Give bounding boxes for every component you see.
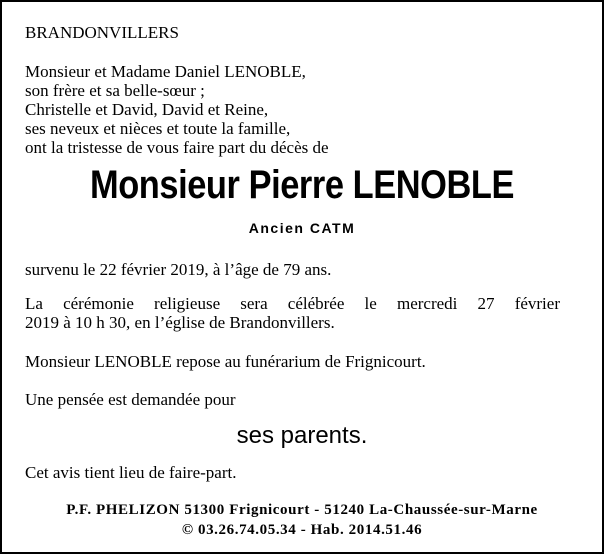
family-line: ses neveux et nièces et toute la famille, [25, 119, 291, 138]
family-line: son frère et sa belle-sœur ; [25, 81, 205, 100]
family-line: ont la tristesse de vous faire part du décès de [25, 138, 329, 157]
family-line: Monsieur et Madame Daniel LENOBLE, [25, 62, 306, 81]
family-line: Christelle et David, David et Reine, [25, 100, 269, 119]
deceased-title: Ancien CATM [248, 220, 356, 236]
deceased-name: Monsieur Pierre LENOBLE [89, 163, 515, 207]
funeral-home-footer [2, 500, 602, 540]
notice-statement: Cet avis tient lieu de faire-part. [25, 463, 237, 482]
ceremony-paragraph [25, 294, 582, 332]
funeral-home-address: P.F. PHELIZON 51300 Frignicourt - 51240 La-Chaussée-sur-Marne [66, 502, 538, 518]
ceremony-line: 2019 à 10 h 30, en l’église de Brandonvillers. [25, 313, 335, 332]
thought-line: Une pensée est demandée pour [25, 390, 236, 409]
parents-line: ses parents. [236, 422, 368, 449]
repose-line: Monsieur LENOBLE repose au funérarium de Frignicourt. [25, 352, 426, 371]
death-date-line: survenu le 22 février 2019, à l’âge de 79 ans. [25, 260, 332, 279]
ceremony-line: La cérémonie religieuse sera célébrée le mercredi 27 février [25, 294, 560, 313]
town-name: BRANDONVILLERS [25, 23, 179, 42]
family-announcement [25, 62, 582, 157]
funeral-home-phone: © 03.26.74.05.34 - Hab. 2014.51.46 [181, 522, 423, 538]
